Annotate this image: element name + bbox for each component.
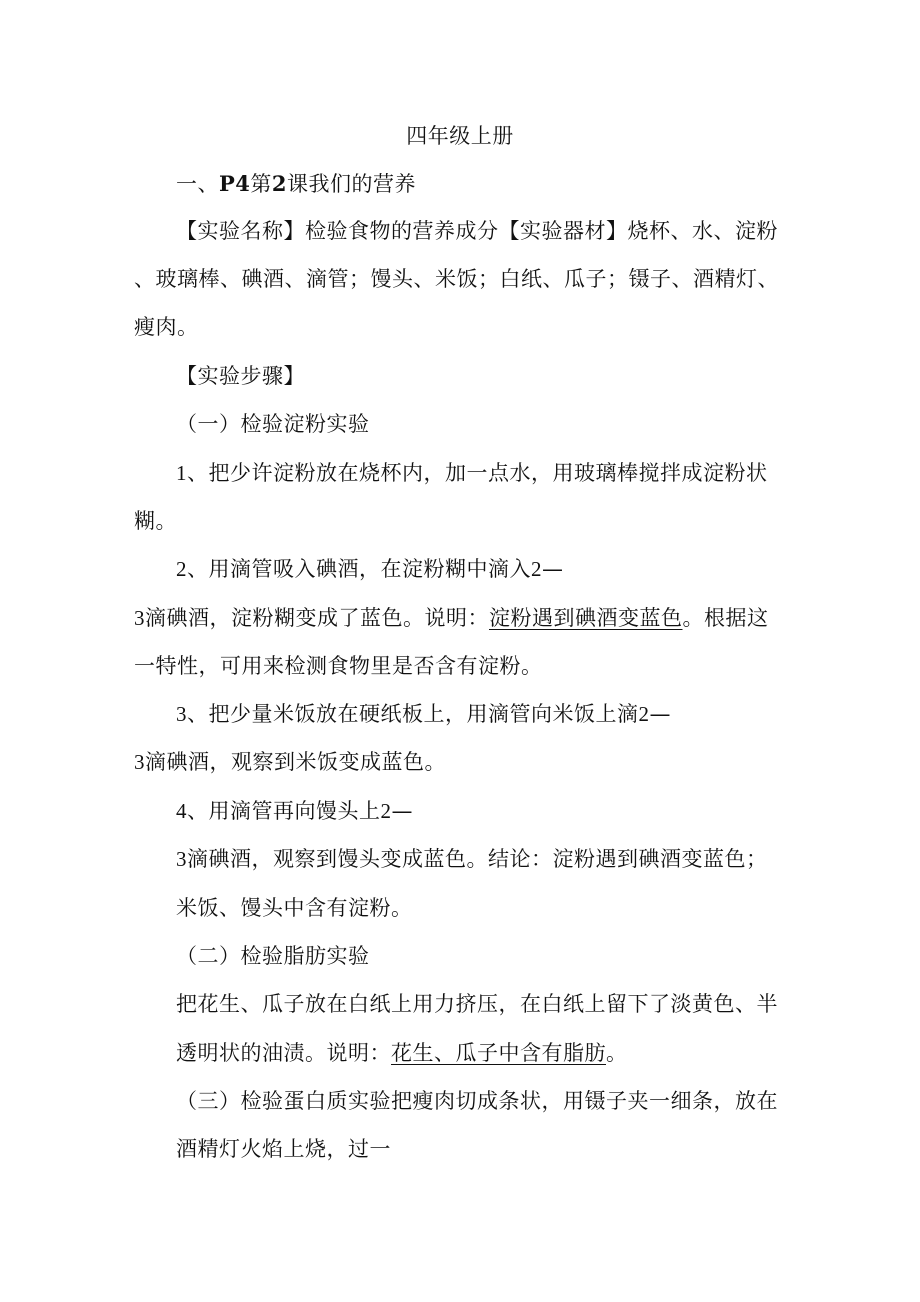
step-4-range-end: 3 bbox=[176, 847, 187, 871]
section-2-underlined-note: 花生、瓜子中含有脂肪 bbox=[391, 1041, 606, 1065]
step-4-text: 、用滴管再向馒头上 bbox=[187, 799, 381, 823]
step-2-underlined-note: 淀粉遇到碘酒变蓝色 bbox=[489, 606, 683, 630]
step-4-line-2-text: 滴碘酒，观察到馒头变成蓝色。结论：淀粉遇到碘酒变蓝色； bbox=[187, 847, 768, 871]
step-2-line-2 bbox=[134, 603, 769, 633]
step-2-range-start: 2 bbox=[531, 557, 542, 581]
section-1-heading: （一）检验淀粉实验 bbox=[176, 412, 370, 436]
step-1-line-1 bbox=[176, 458, 768, 488]
section-2-line-2 bbox=[176, 1038, 628, 1068]
step-4-line-2 bbox=[176, 844, 768, 874]
section-2-line-1: 把花生、瓜子放在白纸上用力挤压，在白纸上留下了淡黄色、半 bbox=[176, 992, 778, 1016]
lesson-title: 课我们的营养 bbox=[287, 172, 417, 196]
step-4-number: 4 bbox=[176, 799, 187, 823]
step-4-range-start: 2 bbox=[380, 799, 392, 823]
step-2-range-end: 3 bbox=[134, 606, 145, 630]
lesson-heading bbox=[176, 169, 416, 199]
step-1-line-2: 糊。 bbox=[134, 509, 177, 533]
section-2-line-2-text: 透明状的油渍。说明： bbox=[176, 1041, 391, 1065]
step-3-text: 、把少量米饭放在硬纸板上，用滴管向米饭上滴 bbox=[187, 702, 639, 726]
steps-heading: 【实验步骤】 bbox=[176, 364, 305, 388]
intro-line-2: 、玻璃棒、碘酒、滴管；馒头、米饭；白纸、瓜子；镊子、酒精灯、 bbox=[134, 267, 779, 291]
intro-line-3: 瘦肉。 bbox=[134, 315, 199, 339]
step-3-dash: — bbox=[649, 702, 671, 726]
lesson-code: P4 bbox=[219, 171, 251, 196]
section-3-line-2: 酒精灯火焰上烧，过一 bbox=[176, 1137, 391, 1161]
step-3-line-2-text: 滴碘酒，观察到米饭变成蓝色。 bbox=[145, 750, 446, 774]
step-3-range-start: 2 bbox=[638, 702, 650, 726]
lesson-number: 2 bbox=[271, 171, 288, 196]
step-4-line-1 bbox=[176, 796, 413, 826]
step-4-line-3: 米饭、馒头中含有淀粉。 bbox=[176, 896, 413, 920]
step-2-line-3: 一特性，可用来检测食物里是否含有淀粉。 bbox=[134, 654, 543, 678]
step-3-number: 3 bbox=[176, 702, 187, 726]
lesson-prefix: 一、 bbox=[176, 172, 219, 196]
step-1-text: 、把少许淀粉放在烧杯内，加一点水，用玻璃棒搅拌成淀粉状 bbox=[187, 461, 768, 485]
step-2-line-1 bbox=[176, 554, 564, 584]
intro-line-1: 【实验名称】检验食物的营养成分【实验器材】烧杯、水、淀粉 bbox=[176, 219, 778, 243]
step-2-line-2-tail: 。根据这 bbox=[682, 606, 769, 630]
step-3-range-end: 3 bbox=[134, 750, 145, 774]
lesson-mid: 第 bbox=[250, 172, 272, 196]
step-4-dash: — bbox=[391, 799, 413, 823]
step-2-number: 2 bbox=[176, 557, 187, 581]
step-2-text: 、用滴管吸入碘酒，在淀粉糊中滴入 bbox=[187, 557, 531, 581]
section-2-heading: （二）检验脂肪实验 bbox=[176, 944, 370, 968]
step-3-line-1 bbox=[176, 699, 671, 729]
step-2-line-2-text: 滴碘酒，淀粉糊变成了蓝色。说明： bbox=[145, 606, 489, 630]
step-1-number: 1 bbox=[176, 461, 187, 485]
step-2-dash: — bbox=[542, 557, 564, 581]
step-3-line-2 bbox=[134, 747, 446, 777]
section-2-line-2-tail: 。 bbox=[606, 1041, 628, 1065]
section-3-line-1: （三）检验蛋白质实验把瘦肉切成条状，用镊子夹一细条，放在 bbox=[176, 1089, 778, 1113]
page-title: 四年级上册 bbox=[406, 124, 514, 148]
